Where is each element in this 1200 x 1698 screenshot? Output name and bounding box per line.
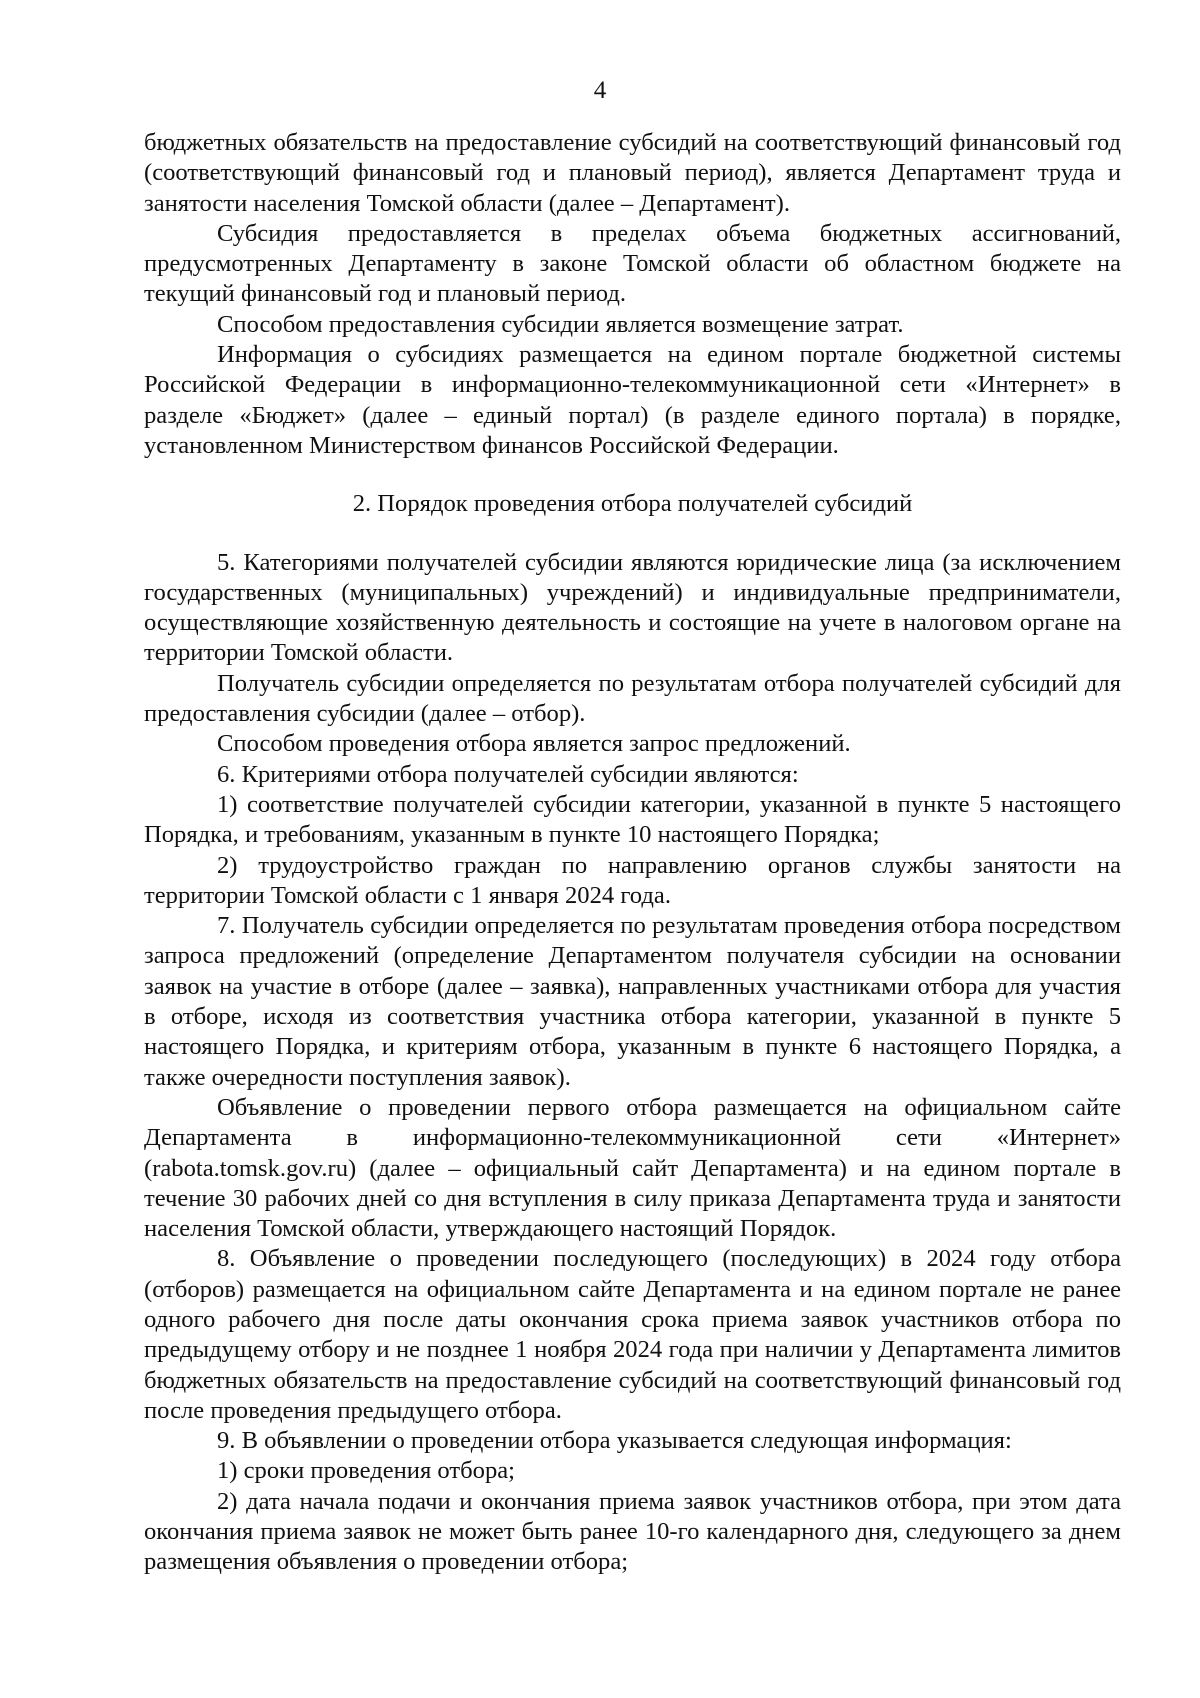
page-number: 4 bbox=[593, 77, 607, 104]
paragraph-subsidy-method: Способом предоставления субсидии является возмещение затрат. bbox=[217, 310, 904, 338]
paragraph-subsidy-info: Информация о субсидиях размещается на едином портале бюджетной системы Российской Федерации в информационно-телекоммуникационной сети «Интернет» в разделе «Бюджет» (далее – единый портал) (в разделе единого портала) в порядке, установленном Министерством финансов Российской Федерации. bbox=[144, 341, 1121, 459]
paragraph-item-9: 9. В объявлении о проведении отбора указывается следующая информация: bbox=[217, 1427, 1012, 1455]
paragraph-item-9-1: 1) сроки проведения отбора; bbox=[217, 1457, 516, 1485]
paragraph-item-5: 5. Категориями получателей субсидии являются юридические лица (за исключением государственных (муниципальных) учреждений) и индивидуальные предприниматели, осуществляющие хозяйственную деятельность и состоящие на учете в налоговом органе на территории Томской области. bbox=[144, 548, 1121, 667]
paragraph-first-selection-announcement: Объявление о проведении первого отбора размещается на официальном сайте Департамента в информационно-телекоммуникационной сети «Интернет» (rabota.tomsk.gov.ru) (далее – официальный сайт Департамента) и на едином портале в течение 30 рабочих дней со дня вступления в силу приказа Департамента труда и занятости населения Томской области, утверждающего настоящий Порядок. bbox=[144, 1093, 1121, 1243]
paragraph-item-6-2: 2) трудоустройство граждан по направлению органов службы занятости на территории Томской области с 1 января 2024 года. bbox=[144, 851, 1121, 909]
paragraph-recipient-determination: Получатель субсидии определяется по результатам отбора получателей субсидий для предоставления субсидии (далее – отбор). bbox=[144, 669, 1121, 728]
paragraph-item-6: 6. Критериями отбора получателей субсидии являются: bbox=[217, 760, 799, 788]
section-heading: 2. Порядок проведения отбора получателей субсидий bbox=[352, 490, 913, 518]
paragraph-continuation: бюджетных обязательств на предоставление субсидий на соответствующий финансовый год (соответствующий финансовый год и плановый период), является Департамент труда и занятости населения Томской области (далее – Департамент). bbox=[144, 129, 1121, 217]
paragraph-item-6-1: 1) соответствие получателей субсидии категории, указанной в пункте 5 настоящего Порядка, и требованиям, указанным в пункте 10 настоящего Порядка; bbox=[144, 790, 1121, 849]
document-body bbox=[144, 128, 1121, 1578]
paragraph-subsidy-limits: Субсидия предоставляется в пределах объема бюджетных ассигнований, предусмотренных Департаменту в законе Томской области об областном бюджете на текущий финансовый год и плановый период. bbox=[144, 219, 1121, 308]
paragraph-selection-method: Способом проведения отбора является запрос предложений. bbox=[217, 730, 851, 758]
paragraph-item-9-2: 2) дата начала подачи и окончания приема заявок участников отбора, при этом дата окончания приема заявок не может быть ранее 10-го календарного дня, следующего за днем размещения объявления о проведении отбора; bbox=[144, 1487, 1121, 1576]
paragraph-item-7: 7. Получатель субсидии определяется по результатам проведения отбора посредством запроса предложений (определение Департаментом получателя субсидии на основании заявок на участие в отборе (далее – заявка), направленных участниками отбора для участия в отборе, исходя из соответствия участника отбора категории, указанной в пункте 5 настоящего Порядка, и критериям отбора, указанным в пункте 6 настоящего Порядка, а также очередности поступления заявок). bbox=[144, 912, 1121, 1091]
paragraph-item-8: 8. Объявление о проведении последующего (последующих) в 2024 году отбора (отборов) размещается на официальном сайте Департамента и на едином портале не ранее одного рабочего дня после даты окончания срока приема заявок участников отбора по предыдущему отбору и не позднее 1 ноября 2024 года при наличии у Департамента лимитов бюджетных обязательств на предоставление субсидий на соответствующий финансовый год после проведения предыдущего отбора. bbox=[144, 1245, 1121, 1424]
